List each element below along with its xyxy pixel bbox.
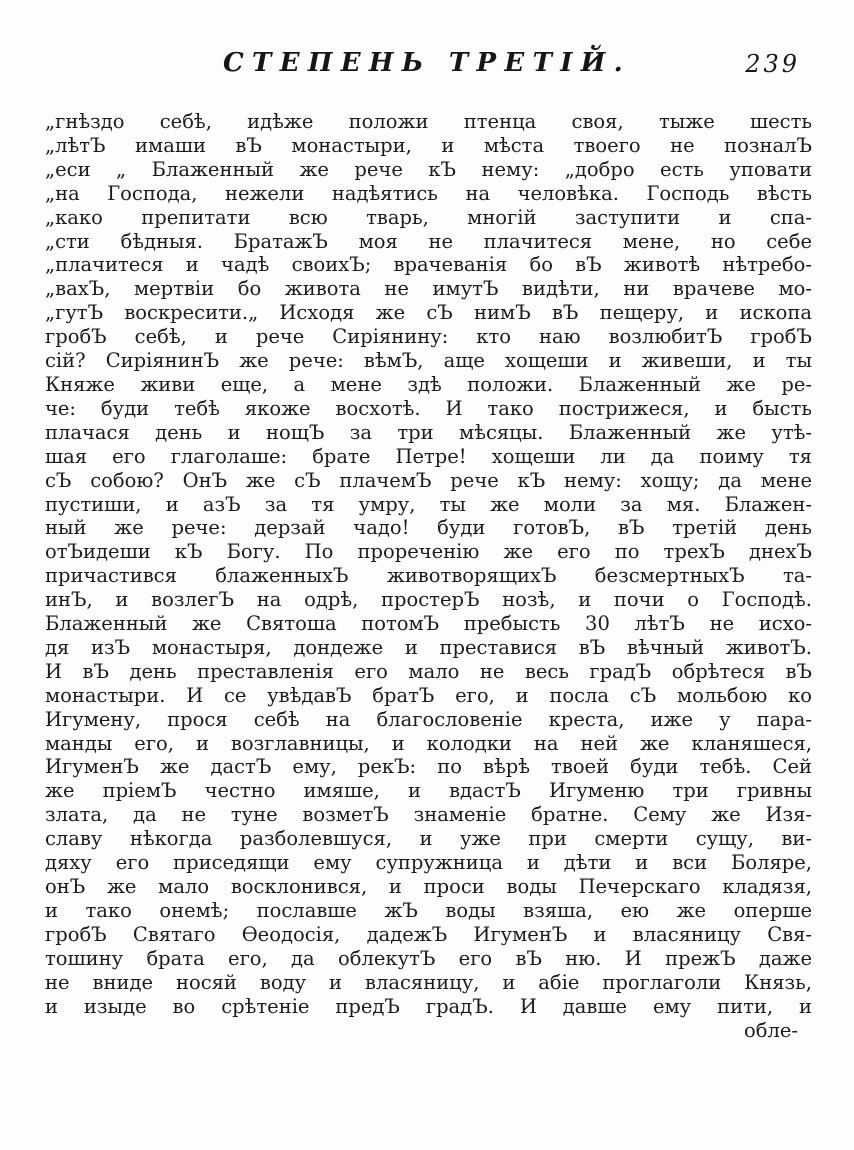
text-line: отЪидеши кЪ Богу. По прореченію же его по трехЪ днехЪ xyxy=(45,540,812,564)
text-line: пустиши, и азЪ за тя умру, ты же моли за мя. Блажен- xyxy=(45,492,812,516)
text-line: и тако онемѣ; пославше жЪ воды взяша, ею же оперше xyxy=(45,898,812,922)
text-line: шая его глаголаше: брате Петре! хощеши ли да поиму тя xyxy=(45,444,812,468)
text-line: гробЪ Святаго Ѳеодосія, дадежЪ ИгуменЪ и власяницу Свя- xyxy=(45,922,812,946)
text-line: И вЪ день преставленія его мало не весь градЪ обрѣтеся вЪ xyxy=(45,659,812,683)
text-line: же пріемЪ честно имяше, и вдастЪ Игуменю три гривны xyxy=(45,779,812,803)
text-line: онЪ же мало восклонився, и проси воды Печерскаго кладязя, xyxy=(45,875,812,898)
text-line: инЪ, и возлегЪ на одрѣ, простерЪ нозѣ, и почи о Господѣ. xyxy=(45,588,812,612)
text-line: дяху его приседящи ему супружница и дѣти и вси Боляре, xyxy=(45,851,812,875)
text-line: „вахЪ, мертвіи бо живота не имутЪ видѣти, ни врачеве мо- xyxy=(45,277,812,301)
body-text xyxy=(45,110,812,1018)
catchword: обле- xyxy=(744,1019,798,1043)
text-line: „гнѣздо себѣ, идѣже положи птенца своя, тыже шесть xyxy=(45,110,812,133)
text-line: ный же рече: дерзай чадо! буди готовЪ, вЪ третій день xyxy=(45,516,812,540)
text-line: ИгуменЪ же дастЪ ему, рекЪ: по вѣрѣ твоей буди тебѣ. Сей xyxy=(45,755,812,779)
text-line: тошину брата его, да облекутЪ его вЪ ню. И прежЪ даже xyxy=(45,946,812,970)
text-line: „гутЪ воскресити.„ Исходя же сЪ нимЪ вЪ пещеру, и ископа xyxy=(45,301,812,325)
text-line: и изыде во срѣтеніе предЪ градЪ. И давше ему пити, и xyxy=(45,994,812,1018)
page-header xyxy=(0,0,854,86)
catchword-row xyxy=(45,1019,798,1043)
text-line: причастився блаженныхЪ животворящихЪ безсмертныхЪ та- xyxy=(45,564,812,588)
text-line: „на Господа, нежели надѣятись на человѣка. Господь вѣсть xyxy=(45,181,812,205)
text-line: не вниде носяй воду и власяницу, и абіе проглаголи Князь, xyxy=(45,970,812,994)
text-line: „еси „ Блаженный же рече кЪ нему: „добро есть уповати xyxy=(45,157,812,181)
text-line: дя изЪ монастыря, дондеже и преставися вЪ вѣчный животЪ. xyxy=(45,635,812,659)
text-line: монастыри. И се увѣдавЪ братЪ его, и посла сЪ мольбою ко xyxy=(45,683,812,707)
text-line: гробЪ себѣ, и рече Сиріянину: кто наю возлюбитЪ гробЪ xyxy=(45,325,812,349)
text-line: „лѣтЪ имаши вЪ монастыри, и мѣста твоего не позналЪ xyxy=(45,133,812,157)
text-line: славу нѣкогда разболевшуся, и уже при смерти сущу, ви- xyxy=(45,827,812,851)
running-title: СТЕПЕНЬ ТРЕТІЙ. xyxy=(223,48,631,78)
page-number: 239 xyxy=(745,50,800,78)
text-line: Княже живи еще, а мене здѣ положи. Блаженный же ре- xyxy=(45,372,812,396)
text-line: сій? СиріянинЪ же рече: вѣмЪ, аще хощеши и живеши, и ты xyxy=(45,349,812,373)
text-line: сЪ собою? ОнЪ же сЪ плачемЪ рече кЪ нему: хощу; да мене xyxy=(45,468,812,492)
text-line: „сти бѣдныя. БратажЪ моя не плачитеся мене, но себе xyxy=(45,229,812,253)
text-line: че: буди тебѣ якоже восхотѣ. И тако пострижеся, и бысть xyxy=(45,396,812,420)
text-line: Игумену, прося себѣ на благословеніе креста, иже у пара- xyxy=(45,707,812,731)
text-line: злата, да не туне возметЪ знаменіе братне. Сему же Изя- xyxy=(45,803,812,827)
text-line: „плачитеся и чадѣ своихЪ; врачеванія бо вЪ животѣ нѣтребо- xyxy=(45,253,812,277)
text-line: плачася день и нощЪ за три мѣсяцы. Блаженный же утѣ- xyxy=(45,420,812,444)
text-line: Блаженный же Святоша потомЪ пребысть 30 лѣтЪ не исхо- xyxy=(45,612,812,636)
text-line: „како препитати всю тварь, многій заступити и спа- xyxy=(45,205,812,229)
text-line: манды его, и возглавницы, и колодки на ней же кланяшеся, xyxy=(45,731,812,755)
